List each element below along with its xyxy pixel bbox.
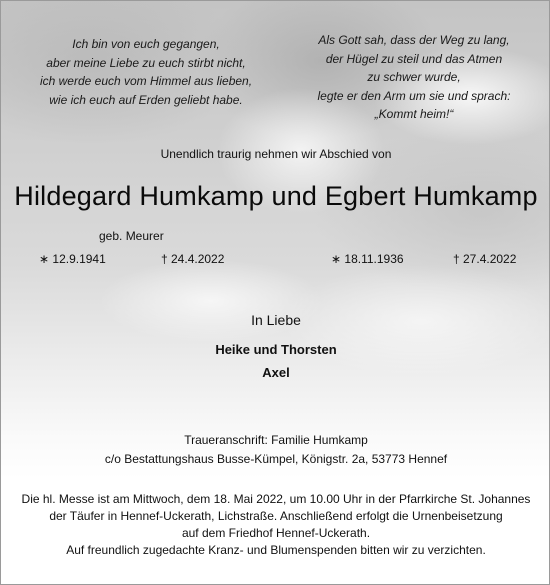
poem-left [11, 35, 281, 109]
service-notice [1, 491, 550, 559]
birth-date-hildegard: ∗ 12.9.1941 [39, 252, 106, 266]
poem-right [291, 31, 537, 124]
mourning-address [1, 431, 550, 469]
poem-left-line: wie ich euch auf Erden geliebt habe. [49, 92, 243, 107]
in-love-heading: In Liebe [251, 312, 301, 328]
poem-right-line: legte er den Arm um sie und sprach: [317, 88, 511, 103]
poem-right-line: zu schwer wurde, [367, 70, 461, 84]
birth-date-egbert: ∗ 18.11.1936 [331, 252, 404, 266]
poem-left-line: aber meine Liebe zu euch stirbt nicht, [46, 55, 246, 70]
poem-right-line: „Kommt heim!“ [374, 107, 454, 121]
farewell-intro: Unendlich traurig nehmen wir Abschied von [160, 147, 392, 161]
mourner-name: Heike und Thorsten [215, 342, 337, 357]
poem-right-line: der Hügel zu steil und das Atmen [325, 51, 503, 66]
notice-line: auf dem Friedhof Hennef-Uckerath. [181, 526, 371, 540]
address-line: Traueranschrift: Familie Humkamp [184, 433, 368, 447]
poem-left-line: ich werde euch vom Himmel aus lieben, [39, 74, 253, 88]
death-date-egbert: † 27.4.2022 [453, 252, 517, 266]
notice-line: Auf freundlich zugedachte Kranz- und Blumenspenden bitten wir zu verzichten. [66, 543, 486, 557]
mourner-name: Axel [262, 365, 290, 380]
poem-right-line: Als Gott sah, dass der Weg zu lang, [318, 33, 510, 47]
address-line: c/o Bestattungshaus Busse-Kümpel, Königstr. 2a, 53773 Hennef [104, 452, 448, 466]
maiden-name: geb. Meurer [99, 229, 164, 243]
death-date-hildegard: † 24.4.2022 [161, 252, 225, 266]
poem-left-line: Ich bin von euch gegangen, [72, 37, 220, 51]
deceased-names: Hildegard Humkamp und Egbert Humkamp [14, 181, 538, 211]
notice-line: Die hl. Messe ist am Mittwoch, dem 18. Mai 2022, um 10.00 Uhr in der Pfarrkirche St. Johannes [21, 492, 531, 506]
notice-line: der Täufer in Hennef-Uckerath, Lichstraße. Anschließend erfolgt die Urnenbeisetzung [49, 509, 503, 523]
